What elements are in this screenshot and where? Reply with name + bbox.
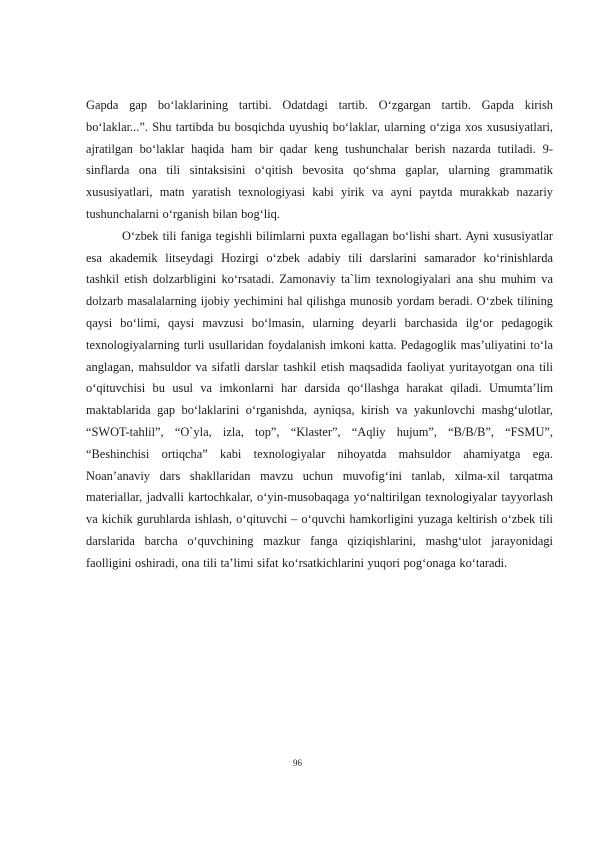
page-number: 96: [293, 758, 302, 768]
paragraph-2: O‘zbek tili faniga tegishli bilimlarni puxta egallagan bo‘lishi shart. Ayni xususiyatlar esa akademik litseydagi Hozirgi o‘zbek adabiy tili darslarini samarador ko‘rinishlarda tashkil etish dolzarbligini ko‘rsatadi. Zamonaviy ta`lim texnologiyalari ana shu muhim va dolzarb masalalarning ijobiy yechimini hal qilishga munosib yordam beradi. O‘zbek tilining qaysi bo‘limi, qaysi mavzusi bo‘lmasin, ularning deyarli barchasida ilg‘or pedagogik texnologiyalarning turli usullaridan foydalanish imkoni katta. Pedagoglik mas’uliyatini to‘la anglagan, mahsuldor va sifatli darslar tashkil etish maqsadida faoliyat yuritayotgan ona tili o‘qituvchisi bu usul va imkonlarni har darsida qo‘llashga harakat qiladi. Umumta’lim maktablarida gap bo‘laklarini o‘rganishda, ayniqsa, kirish va yakunlovchi mashg‘ulotlar, “SWOT-tahlil”, “O`yla, izla, top”, “Klaster”, “Aqliy hujum”, “B/B/B”, “FSMU”, “Beshinchisi ortiqcha” kabi texnologiyalar nihoyatda mahsuldor ahamiyatga ega. Noan’anaviy dars shakllaridan mavzu uchun muvofig‘ini tanlab, xilma-xil tarqatma materiallar, jadvalli kartochkalar, o‘yin-musobaqaga yo‘naltirilgan texnologiyalar tayyorlash va kichik guruhlarda ishlash, o‘qituvchi – o‘quvchi hamkorligini yuzaga keltirish o‘zbek tili darslarida barcha o‘quvchining mazkur fanga qiziqishlarini, mashg‘ulot jarayonidagi faolligini oshiradi, ona tili ta’limi sifat ko‘rsatkichlarini yuqori pog‘onaga ko‘taradi.: [86, 228, 553, 570]
body-text: [86, 95, 553, 575]
paragraph-1: Gapda gap bo‘laklarining tartibi. Odatdagi tartib. O‘zgargan tartib. Gapda kirish bo‘laklar...”. Shu tartibda bu bosqichda uyushiq bo‘laklar, ularning o‘ziga xos xususiyatlari, ajratilgan bo‘laklar haqida ham bir qadar keng tushunchalar berish nazarda tutiladi. 9- sinflarda ona tili sintaksisini o‘qitish bevosita qo‘shma gaplar, ularning grammatik xususiyatlari, matn yaratish texnologiyasi kabi yirik va ayni paytda murakkab nazariy tushunchalarni o‘rganish bilan bog‘liq.: [86, 98, 553, 221]
